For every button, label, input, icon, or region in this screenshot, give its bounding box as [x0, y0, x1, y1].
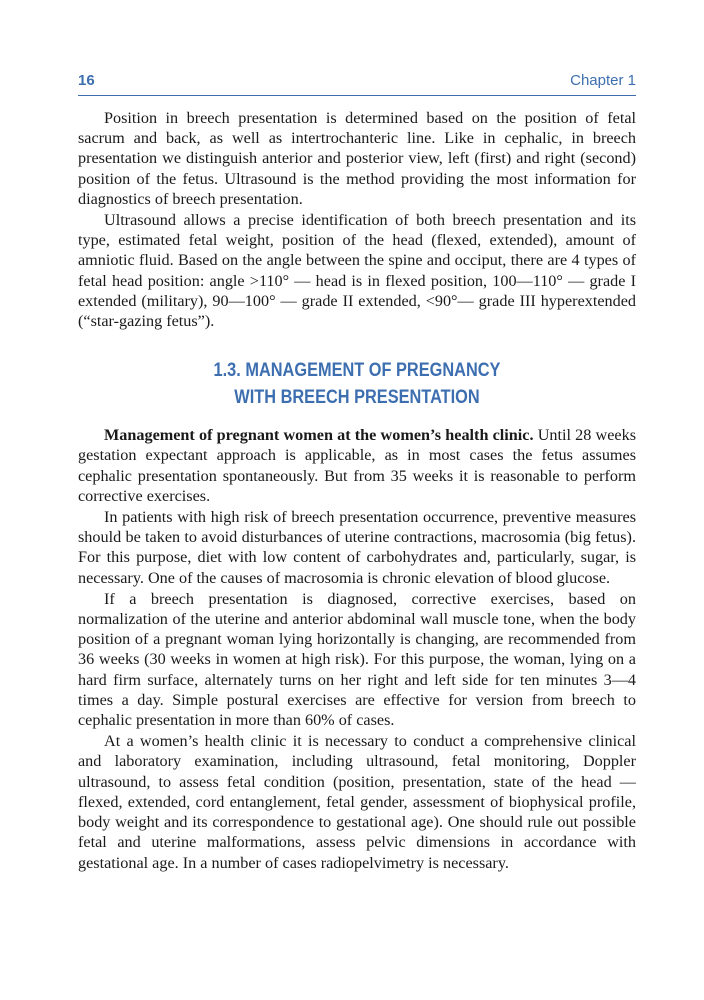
running-header	[78, 68, 636, 92]
paragraph-prevention: In patients with high risk of breech presentation occurrence, preventive measures should be taken to avoid disturbances of uterine contractions, macrosomia (big fetus). For this purpose, diet with low content of carbohydrates and, particularly, sugar, is necessary. One of the causes of macrosomia is chronic elevation of blood glucose.	[78, 508, 636, 587]
section-heading	[117, 357, 597, 411]
header-rule	[78, 95, 636, 96]
paragraph-management	[78, 425, 636, 506]
paragraph-management-text: Until 28 weeks gestation expectant approach is applicable, as in most cases the fetus assumes cephalic presentation spontaneously. But from 35 weeks it is reasonable to perform corrective exercises.	[78, 426, 637, 505]
chapter-label: Chapter 1	[570, 72, 636, 89]
paragraph-lead-bold: Management of pregnant women at the women’s health clinic.	[104, 426, 534, 445]
paragraph-ultrasound: Ultrasound allows a precise identification of both breech presentation and its type, estimated fetal weight, position of the head (flexed, extended), amount of amniotic fluid. Based on the angle between the spine and occiput, there are 4 types of fetal head position: angle >110° — head is in flexed position, 100—110° — grade I extended (military), 90—100° — grade II extended, <90°— grade III hyperextended (“star-gazing fetus”).	[78, 211, 636, 331]
page-number: 16	[78, 72, 95, 89]
page-body	[78, 108, 636, 873]
paragraph-breech-position: Position in breech presentation is determined based on the position of fetal sacrum and back, as well as intertrochanteric line. Like in cephalic, in breech presentation we distinguish anterior and posterior view, left (first) and right (second) position of the fetus. Ultrasound is the method providing the most information for diagnostics of breech presentation.	[78, 109, 636, 208]
paragraph-corrective-exercises: If a breech presentation is diagnosed, corrective exercises, based on normalization of the uterine and anterior abdominal wall muscle tone, when the body position of a pregnant woman lying horizontally is changing, are recommended from 36 weeks (30 weeks in women at high risk). For this purpose, the woman, lying on a hard firm surface, alternately turns on her right and left side for ten minutes 3—4 times a day. Simple postural exercises are effective for version from breech to cephalic presentation in more than 60% of cases.	[78, 589, 636, 730]
paragraph-examination: At a women’s health clinic it is necessary to conduct a comprehensive clinical and laboratory examination, including ultrasound, fetal monitoring, Doppler ultrasound, to assess fetal condition (position, presentation, state of the head — flexed, extended, cord entanglement, fetal gender, assessment of biophysical profile, body weight and its correspondence to gestational age). One should rule out possible fetal and uterine malformations, assess pelvic dimensions in accordance with gestational age. In a number of cases radiopelvimetry is necessary.	[78, 732, 636, 872]
section-heading-line-1: 1.3. MANAGEMENT OF PREGNANCY	[213, 360, 501, 382]
section-heading-line-2: WITH BREECH PRESENTATION	[234, 387, 480, 409]
